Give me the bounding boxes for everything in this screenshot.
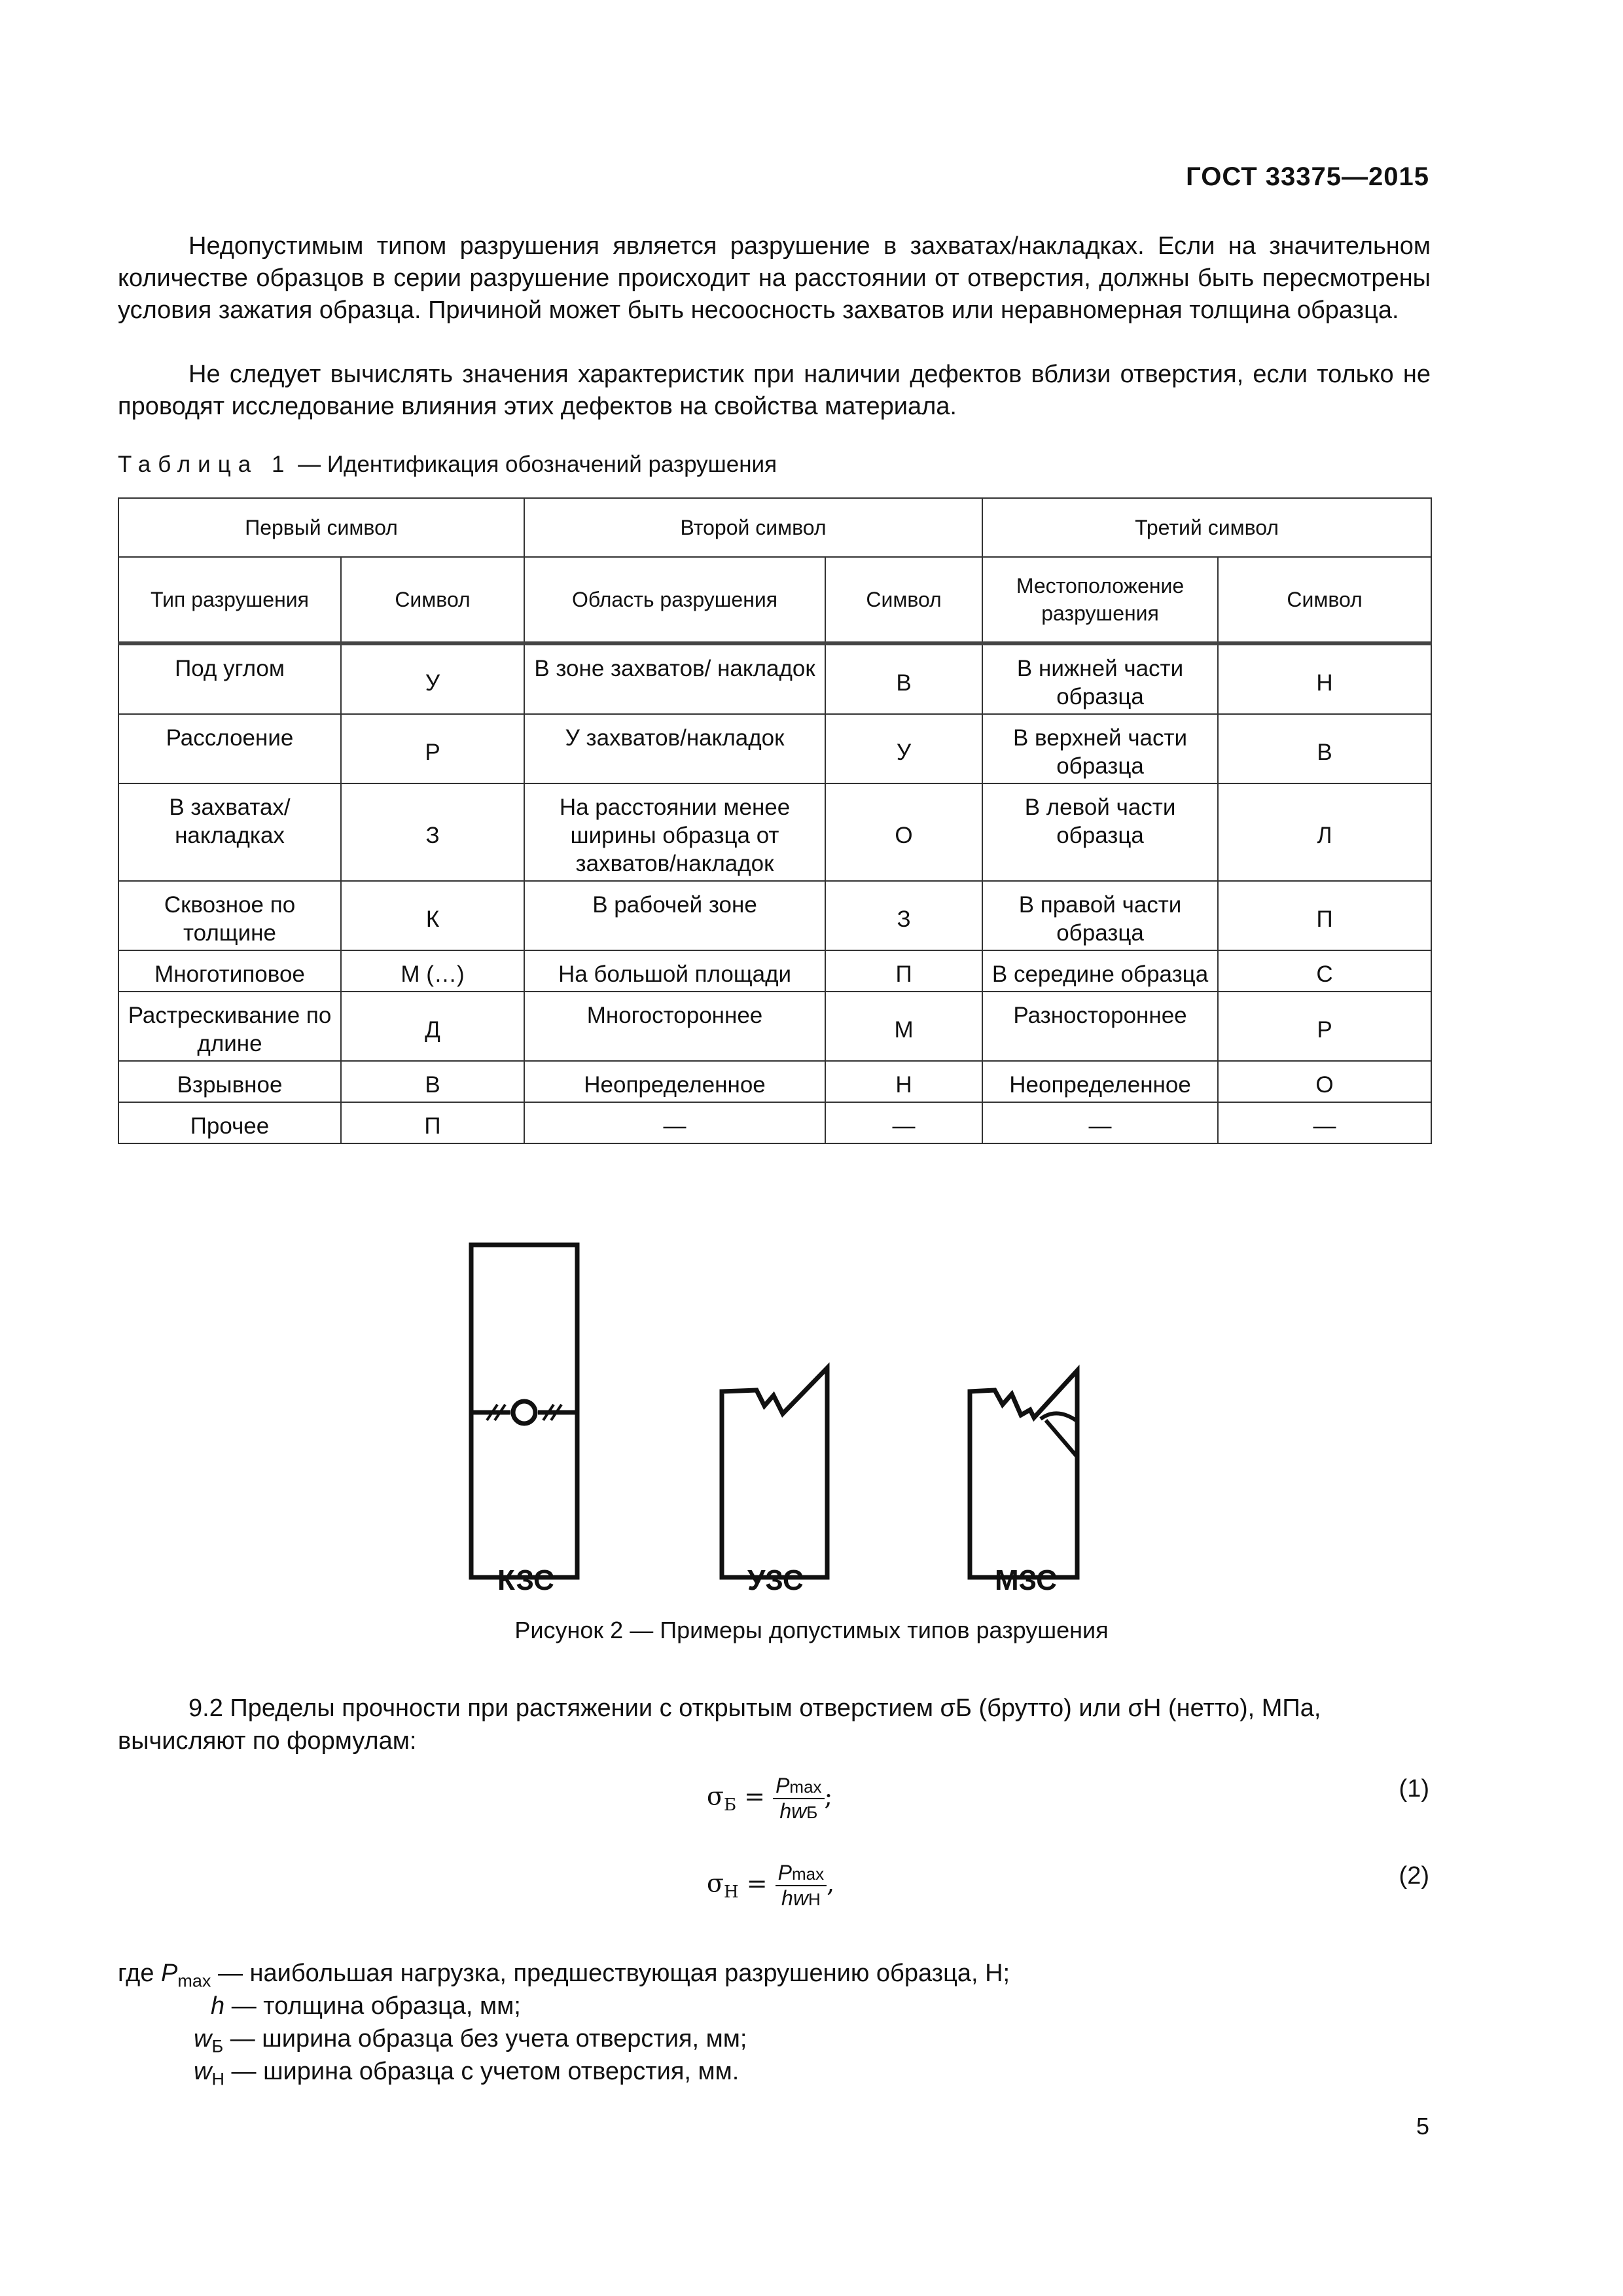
- symbol-cell: Л: [1218, 783, 1431, 881]
- mzs-specimen: [970, 1371, 1077, 1577]
- description-cell: Растрескивание по длине: [118, 992, 341, 1061]
- where-line-2: [211, 1990, 521, 2022]
- where-description: — ширина образца с учетом отверстия, мм.: [224, 2058, 740, 2085]
- description-cell: На расстоянии менее ширины образца от захватов/накладок: [524, 783, 825, 881]
- description-cell: В середине образца: [982, 950, 1218, 992]
- page-number: 5: [1416, 2113, 1429, 2140]
- where-description: — наибольшая нагрузка, предшествующая разрушению образца, Н;: [211, 1960, 1010, 1987]
- description-cell: У захватов/накладок: [524, 714, 825, 783]
- formula-denominator-sub: Н: [808, 1890, 821, 1909]
- formula-numerator: P: [776, 1774, 790, 1797]
- symbol-cell: В: [341, 1061, 524, 1102]
- symbol-cell: З: [341, 783, 524, 881]
- description-cell: Многостороннее: [524, 992, 825, 1061]
- symbol-cell: —: [1218, 1102, 1431, 1143]
- symbol-cell: М: [825, 992, 982, 1061]
- formula-denominator: hw: [779, 1799, 807, 1823]
- formula-tail: ;: [824, 1782, 833, 1811]
- description-cell: Прочее: [118, 1102, 341, 1143]
- description-cell: В захватах/ накладках: [118, 783, 341, 881]
- symbol-cell: О: [1218, 1061, 1431, 1102]
- symbol-cell: Д: [341, 992, 524, 1061]
- formula-tail: ,: [827, 1869, 835, 1898]
- symbol-cell: Р: [341, 714, 524, 783]
- figure-label-uzs: УЗС: [747, 1564, 804, 1596]
- description-cell: В левой части образца: [982, 783, 1218, 881]
- figure-label-kzs: КЗС: [497, 1564, 554, 1596]
- formula-lhs: σ: [707, 1782, 724, 1811]
- symbol-cell: В: [1218, 714, 1431, 783]
- formula-numerator: P: [777, 1861, 792, 1884]
- column-header: Символ: [825, 557, 982, 643]
- symbol-cell: О: [825, 783, 982, 881]
- symbol-cell: П: [825, 950, 982, 992]
- description-cell: Под углом: [118, 643, 341, 714]
- formula-1-number: (1): [1399, 1775, 1429, 1803]
- formula-2-number: (2): [1399, 1862, 1429, 1890]
- description-cell: В верхней части образца: [982, 714, 1218, 783]
- description-cell: Сквозное по толщине: [118, 881, 341, 950]
- description-cell: На большой площади: [524, 950, 825, 992]
- uzs-specimen: [722, 1368, 827, 1577]
- document-id: ГОСТ 33375—2015: [1186, 162, 1429, 191]
- figure-label-mzs: МЗС: [995, 1564, 1057, 1596]
- description-cell: В нижней части образца: [982, 643, 1218, 714]
- section-9-2: [118, 1692, 1431, 1757]
- column-header: Местоположение разрушения: [982, 557, 1218, 643]
- where-symbol-sub: Б: [211, 2036, 224, 2056]
- formula-lhs: σ: [707, 1869, 724, 1898]
- formula-1: $\sigma_Б$ = $\frac{Pmax}{\text{hwБ}}$ ;: [707, 1774, 833, 1823]
- column-header: Символ: [341, 557, 524, 643]
- formula-2: $\sigma_Н$ = $\frac{Pmax}{\text{hwН}}$ ,: [707, 1861, 835, 1910]
- formula-denominator-sub: Б: [806, 1803, 818, 1822]
- where-prefix: где: [118, 1960, 162, 1987]
- formula-denominator: hw: [781, 1886, 808, 1910]
- column-header: Область разрушения: [524, 557, 825, 643]
- description-cell: —: [982, 1102, 1218, 1143]
- table-caption-prefix: Таблица 1: [118, 452, 292, 477]
- where-symbol: P: [161, 1960, 178, 1987]
- paragraph-1: Недопустимым типом разрушения является разрушение в захватах/накладках. Если на значительном количестве образцов в серии разрушение происходит на расстоянии от отверстия, должны быть пересмотрены условия зажатия образца. Причиной может быть несоосность захватов или неравномерная толщина образца.: [118, 232, 1431, 324]
- symbol-cell: Н: [1218, 643, 1431, 714]
- section-text: Пределы прочности при растяжении с открытым отверстием σБ (брутто) или σН (нетто), МПа, вычисляют по формулам:: [118, 1695, 1321, 1755]
- group-header-first: Первый символ: [118, 498, 524, 557]
- section-number: 9.2: [188, 1695, 223, 1722]
- symbol-cell: З: [825, 881, 982, 950]
- symbol-cell: К: [341, 881, 524, 950]
- formula-lhs-sub: Н: [723, 1882, 739, 1903]
- group-header-third: Третий символ: [982, 498, 1431, 557]
- symbol-cell: П: [341, 1102, 524, 1143]
- formula-numerator-sub: max: [789, 1777, 822, 1797]
- description-cell: Многотиповое: [118, 950, 341, 992]
- figure-caption: Рисунок 2 — Примеры допустимых типов разрушения: [514, 1617, 1109, 1643]
- where-symbol-sub: max: [177, 1971, 211, 1991]
- description-cell: Разностороннее: [982, 992, 1218, 1061]
- description-cell: В рабочей зоне: [524, 881, 825, 950]
- formula-numerator-sub: max: [791, 1864, 825, 1884]
- where-description: — ширина образца без учета отверстия, мм;: [223, 2025, 747, 2053]
- kzs-hole: [513, 1401, 535, 1424]
- where-symbol-sub: Н: [211, 2069, 224, 2089]
- where-symbol: w: [194, 2025, 212, 2053]
- description-cell: Неопределенное: [982, 1061, 1218, 1102]
- symbol-cell: —: [825, 1102, 982, 1143]
- description-cell: Неопределенное: [524, 1061, 825, 1102]
- where-line-4: [194, 2055, 739, 2096]
- column-header: Символ: [1218, 557, 1431, 643]
- where-description: — толщина образца, мм;: [224, 1992, 521, 2020]
- group-header-second: Второй символ: [524, 498, 982, 557]
- table-caption-title: — Идентификация обозначений разрушения: [291, 452, 777, 477]
- description-cell: В правой части образца: [982, 881, 1218, 950]
- description-cell: Взрывное: [118, 1061, 341, 1102]
- formula-lhs-sub: Б: [723, 1795, 737, 1816]
- where-symbol: w: [194, 2058, 212, 2085]
- symbol-cell: У: [825, 714, 982, 783]
- where-symbol: h: [211, 1992, 225, 2020]
- symbol-cell: М (…): [341, 950, 524, 992]
- symbol-cell: С: [1218, 950, 1431, 992]
- paragraph-2: Не следует вычислять значения характеристик при наличии дефектов вблизи отверстия, если только не проводят исследование влияния этих дефектов на свойства материала.: [118, 361, 1431, 420]
- symbol-cell: П: [1218, 881, 1431, 950]
- column-header: Тип разрушения: [118, 557, 341, 643]
- symbol-cell: Н: [825, 1061, 982, 1102]
- symbol-cell: Р: [1218, 992, 1431, 1061]
- symbol-cell: У: [341, 643, 524, 714]
- description-cell: Расслоение: [118, 714, 341, 783]
- description-cell: —: [524, 1102, 825, 1143]
- description-cell: В зоне захватов/ накладок: [524, 643, 825, 714]
- symbol-cell: В: [825, 643, 982, 714]
